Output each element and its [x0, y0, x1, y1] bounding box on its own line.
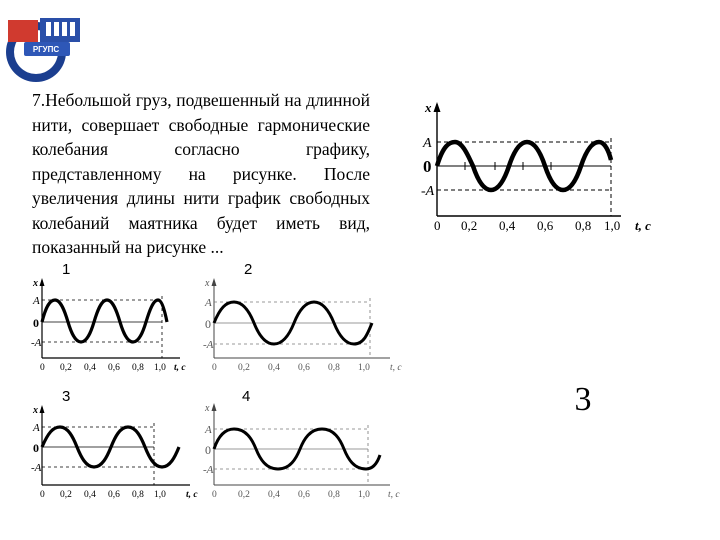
svg-text:1,0: 1,0	[358, 363, 370, 373]
svg-text:0,2: 0,2	[60, 490, 72, 500]
svg-text:0: 0	[40, 363, 45, 373]
option-graph-4[interactable]	[200, 385, 415, 505]
main-t-tick: 0,8	[575, 218, 592, 233]
option-x-label: x	[33, 405, 38, 416]
option-t-label: t, c	[388, 490, 400, 500]
option-graph-2[interactable]	[200, 258, 415, 378]
option-level-zero: 0	[205, 317, 211, 331]
option-number: 2	[244, 261, 253, 278]
svg-text:1,0: 1,0	[154, 363, 166, 373]
option-level-a: A	[33, 295, 40, 307]
svg-text:0,2: 0,2	[238, 363, 250, 373]
option-t-label: t, c	[174, 363, 186, 373]
option-level-minus-a: -A	[203, 339, 214, 351]
option-level-minus-a: -A	[203, 464, 214, 476]
main-level-minus-a: -A	[421, 184, 435, 199]
option-level-zero: 0	[33, 441, 39, 455]
option-level-a: A	[33, 422, 40, 434]
option-curve	[42, 300, 167, 342]
option-graph-3[interactable]	[30, 385, 210, 505]
svg-text:0,2: 0,2	[238, 490, 250, 500]
main-t-tick: 1,0	[604, 218, 621, 233]
main-t-tick: 0,2	[461, 218, 478, 233]
svg-text:1,0: 1,0	[358, 490, 370, 500]
option-t-label: t, c	[390, 363, 402, 373]
question-text: 7.Небольшой груз, подвешенный на длинной нити, совершает свободные гармонические колебания согласно графику, представленному на рисунке. После увеличения длины нити график свободных колебаний маятника будет иметь вид, показанный на рисунке ...	[32, 90, 370, 257]
option-x-label: x	[33, 278, 38, 289]
svg-text:0,8: 0,8	[328, 363, 340, 373]
main-level-a: A	[423, 136, 432, 151]
svg-text:0: 0	[212, 363, 217, 373]
main-t-tick: 0	[434, 218, 441, 233]
svg-text:0,4: 0,4	[84, 363, 96, 373]
option-t-label: t, c	[186, 490, 198, 500]
option-level-zero: 0	[33, 316, 39, 330]
main-graph-svg	[415, 98, 675, 243]
svg-text:0,6: 0,6	[298, 490, 310, 500]
svg-text:0,8: 0,8	[132, 490, 144, 500]
option-level-a: A	[205, 297, 212, 309]
svg-text:0,4: 0,4	[268, 363, 280, 373]
option-x-label: x	[205, 403, 210, 414]
main-graph	[415, 98, 675, 248]
main-x-axis-label: x	[425, 100, 432, 115]
main-t-tick: 0,4	[499, 218, 516, 233]
main-t-axis-label: t, c	[635, 218, 651, 233]
svg-text:0,6: 0,6	[108, 490, 120, 500]
answer-text: 3	[574, 381, 592, 418]
option-number: 3	[62, 388, 71, 405]
svg-text:1,0: 1,0	[154, 490, 166, 500]
svg-text:0,4: 0,4	[268, 490, 280, 500]
option-number: 1	[62, 261, 71, 278]
option-level-a: A	[205, 424, 212, 436]
option-number: 4	[242, 388, 251, 405]
option-level-minus-a: -A	[31, 462, 42, 474]
svg-text:0: 0	[40, 490, 45, 500]
svg-text:0,2: 0,2	[60, 363, 72, 373]
svg-text:0,4: 0,4	[84, 490, 96, 500]
option-level-minus-a: -A	[31, 337, 42, 349]
svg-text:0,6: 0,6	[298, 363, 310, 373]
option-level-zero: 0	[205, 443, 211, 457]
svg-text:0,8: 0,8	[328, 490, 340, 500]
option-graph-1[interactable]	[30, 258, 200, 378]
svg-text:0,8: 0,8	[132, 363, 144, 373]
main-t-tick: 0,6	[537, 218, 554, 233]
main-level-zero: 0	[423, 157, 432, 176]
university-logo	[0, 0, 90, 90]
logo-text: РГУПС	[32, 45, 60, 54]
svg-text:0,6: 0,6	[108, 363, 120, 373]
svg-text:0: 0	[212, 490, 217, 500]
option-x-label: x	[205, 278, 210, 289]
